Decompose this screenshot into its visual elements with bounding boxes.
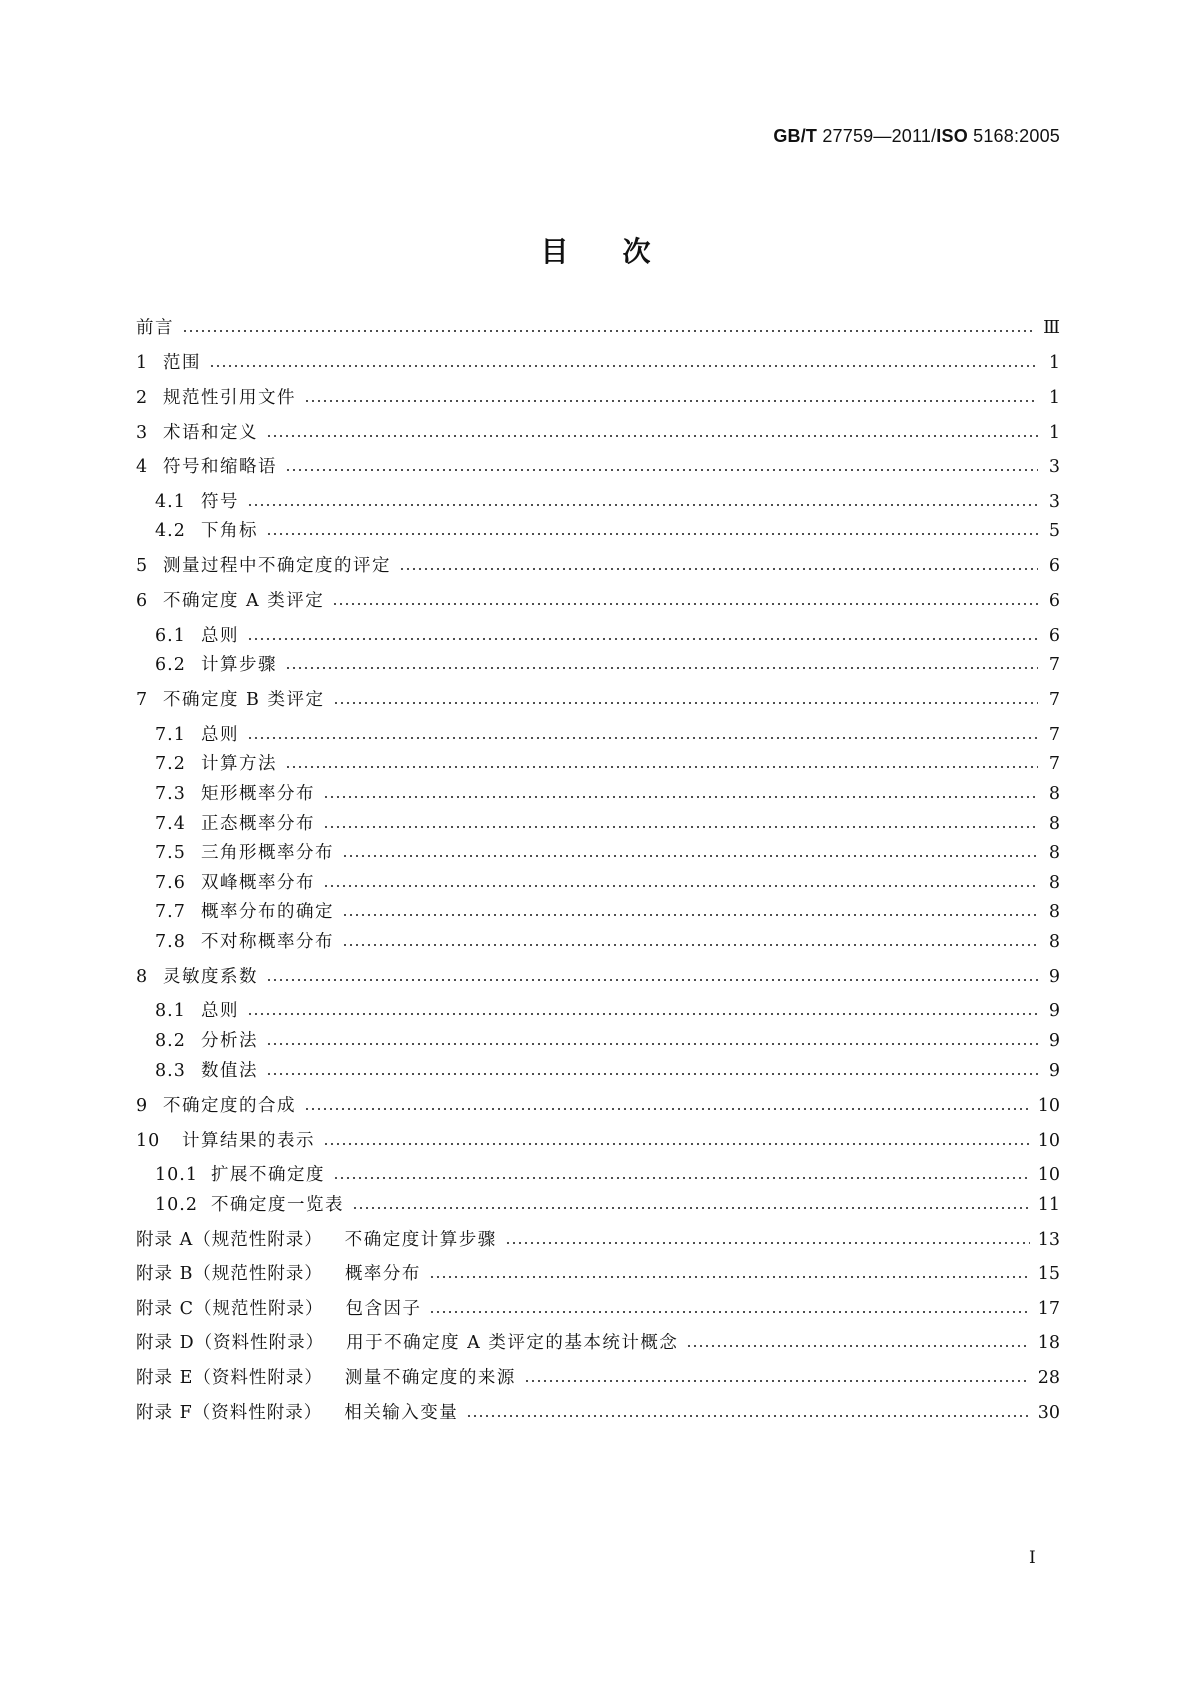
toc-entry-title: 不对称概率分布 <box>201 932 334 952</box>
toc-entry[interactable] <box>136 1401 1060 1425</box>
toc-entry-title: 测量不确定度的来源 <box>344 1368 516 1388</box>
toc-entry-number: 7.3 <box>155 784 186 804</box>
toc-leader-dots <box>342 853 1038 859</box>
toc-entry-page: 7 <box>1048 754 1060 774</box>
toc-entry-page: 8 <box>1048 932 1060 952</box>
toc-entry-title: 符号和缩略语 <box>163 457 277 477</box>
toc-entry-page: 10 <box>1037 1096 1060 1116</box>
toc-entry-page: Ⅲ <box>1043 318 1060 338</box>
toc-entry-title: 正态概率分布 <box>201 814 315 834</box>
toc-entry-title: 计算结果的表示 <box>182 1131 315 1151</box>
toc-entry[interactable] <box>155 999 1060 1023</box>
toc-entry[interactable] <box>155 1193 1060 1217</box>
toc-entry-number: 8.1 <box>155 1001 186 1021</box>
toc-leader-dots <box>285 665 1038 671</box>
toc-entry-title: 分析法 <box>201 1031 258 1051</box>
toc-entry-page: 8 <box>1048 843 1060 863</box>
toc-entry-title: 概率分布 <box>344 1264 421 1284</box>
toc-leader-dots <box>333 700 1039 706</box>
toc-entry-number: 8.3 <box>155 1061 186 1081</box>
toc-entry-number: 7.6 <box>155 873 186 893</box>
toc-entry-page: 1 <box>1048 423 1060 443</box>
toc-entry-title: 不确定度 B 类评定 <box>163 690 325 710</box>
toc-entry[interactable] <box>136 316 1060 340</box>
toc-leader-dots <box>332 601 1038 607</box>
toc-leader-dots <box>285 467 1038 473</box>
toc-entry[interactable] <box>155 624 1060 648</box>
toc-entry-title: 范围 <box>163 353 201 373</box>
toc-entry-number: 附录 F（资料性附录） <box>136 1403 323 1423</box>
toc-entry-page: 5 <box>1048 521 1060 541</box>
toc-entry-title: 包含因子 <box>345 1299 422 1319</box>
toc-entry-page: 7 <box>1048 725 1060 745</box>
toc-leader-dots <box>285 764 1038 770</box>
toc-entry-page: 11 <box>1037 1195 1060 1215</box>
toc-entry-number: 7.7 <box>155 902 186 922</box>
toc-entry-number: 附录 C（规范性附录） <box>136 1299 324 1319</box>
toc-entry-title: 测量过程中不确定度的评定 <box>163 556 391 576</box>
toc-entry[interactable] <box>136 1129 1060 1153</box>
toc-leader-dots <box>182 328 1035 334</box>
toc-entry-title: 扩展不确定度 <box>211 1165 325 1185</box>
toc-entry-number: 10.2 <box>155 1195 198 1215</box>
toc-entry-number: 附录 B（规范性附录） <box>136 1264 323 1284</box>
page-title: 目次 <box>540 235 705 268</box>
toc-entry-title: 符号 <box>201 492 239 512</box>
toc-entry[interactable] <box>136 965 1060 989</box>
toc-entry-number: 7.4 <box>155 814 186 834</box>
toc-entry[interactable] <box>136 455 1060 479</box>
toc-entry-number: 10.1 <box>155 1165 198 1185</box>
toc-leader-dots <box>429 1274 1030 1280</box>
toc-entry[interactable] <box>136 554 1060 578</box>
toc-entry[interactable] <box>155 490 1060 514</box>
toc-entry-number: 7.8 <box>155 932 186 952</box>
toc-entry-number: 5 <box>136 556 149 576</box>
toc-entry-page: 6 <box>1048 626 1060 646</box>
toc-leader-dots <box>686 1343 1029 1349</box>
toc-entry[interactable] <box>155 871 1060 895</box>
toc-entry-page: 10 <box>1037 1131 1060 1151</box>
toc-entry-title: 前言 <box>136 318 174 338</box>
toc-entry-title: 计算方法 <box>201 754 277 774</box>
toc-leader-dots <box>266 531 1038 537</box>
toc-leader-dots <box>429 1309 1029 1315</box>
standard-code-gb: GB/T <box>773 126 818 146</box>
toc-entry-page: 3 <box>1048 457 1060 477</box>
toc-entry[interactable] <box>155 752 1060 776</box>
toc-entry[interactable] <box>155 841 1060 865</box>
toc-entry-page: 18 <box>1037 1333 1060 1353</box>
toc-entry-page: 7 <box>1048 690 1060 710</box>
toc-entry-page: 9 <box>1048 1061 1060 1081</box>
toc-entry-number: 附录 D（资料性附录） <box>136 1333 325 1353</box>
toc-entry-title: 矩形概率分布 <box>201 784 315 804</box>
toc-leader-dots <box>323 794 1038 800</box>
toc-leader-dots <box>333 1175 1030 1181</box>
toc-entry-title: 下角标 <box>201 521 258 541</box>
toc-entry[interactable] <box>136 589 1060 613</box>
toc-entry-number: 附录 E（资料性附录） <box>136 1368 323 1388</box>
toc-entry[interactable] <box>155 900 1060 924</box>
toc-leader-dots <box>304 1106 1030 1112</box>
toc-entry-title: 数值法 <box>201 1061 258 1081</box>
toc-entry[interactable] <box>136 1228 1060 1252</box>
toc-entry-title: 用于不确定度 A 类评定的基本统计概念 <box>346 1333 679 1353</box>
toc-entry-number: 6.2 <box>155 655 186 675</box>
toc-entry-number: 6.1 <box>155 626 186 646</box>
toc-entry-number: 9 <box>136 1096 149 1116</box>
page-number: I <box>1029 1548 1036 1568</box>
toc-entry[interactable] <box>155 782 1060 806</box>
toc-entry[interactable] <box>136 1297 1060 1321</box>
toc-entry[interactable] <box>155 812 1060 836</box>
toc-leader-dots <box>399 566 1038 572</box>
toc-entry-number: 7.1 <box>155 725 186 745</box>
toc-leader-dots <box>247 735 1038 741</box>
toc-leader-dots <box>304 398 1038 404</box>
toc-entry-number: 7 <box>136 690 149 710</box>
toc-entry-title: 术语和定义 <box>163 423 258 443</box>
toc-entry-page: 30 <box>1037 1403 1060 1423</box>
toc-entry-number: 4.2 <box>155 521 186 541</box>
toc-entry-title: 相关输入变量 <box>344 1403 459 1423</box>
toc-entry-page: 7 <box>1048 655 1060 675</box>
toc-leader-dots <box>266 433 1038 439</box>
toc-leader-dots <box>466 1413 1030 1419</box>
toc-leader-dots <box>505 1240 1030 1246</box>
toc-leader-dots <box>247 636 1038 642</box>
toc-leader-dots <box>524 1378 1030 1384</box>
toc-entry-title: 总则 <box>201 1001 239 1021</box>
toc-leader-dots <box>323 824 1038 830</box>
standard-code-iso-number: 5168:2005 <box>967 126 1060 146</box>
toc-entry[interactable] <box>155 1029 1060 1053</box>
standard-code-iso: ISO <box>936 126 968 146</box>
toc-entry[interactable] <box>155 519 1060 543</box>
toc-entry[interactable] <box>155 1163 1060 1187</box>
toc-entry[interactable] <box>136 1366 1060 1390</box>
toc-entry-title: 规范性引用文件 <box>163 388 296 408</box>
toc-entry-page: 15 <box>1037 1264 1060 1284</box>
toc-entry-page: 9 <box>1048 967 1060 987</box>
toc-leader-dots <box>266 1071 1038 1077</box>
toc-entry[interactable] <box>155 930 1060 954</box>
toc-leader-dots <box>323 1141 1030 1147</box>
toc-entry[interactable] <box>136 386 1060 410</box>
toc-leader-dots <box>323 883 1038 889</box>
toc-entry[interactable] <box>155 653 1060 677</box>
toc-leader-dots <box>247 1011 1038 1017</box>
toc-entry-page: 10 <box>1037 1165 1060 1185</box>
toc-entry-number: 1 <box>136 353 149 373</box>
standard-code-number: 27759—2011/ <box>817 126 937 146</box>
toc-entry-page: 13 <box>1037 1230 1060 1250</box>
toc-entry-title: 总则 <box>201 626 239 646</box>
toc-entry[interactable] <box>155 1059 1060 1083</box>
toc-entry-number: 8.2 <box>155 1031 186 1051</box>
toc-entry-number: 2 <box>136 388 149 408</box>
toc-entry-number: 附录 A（规范性附录） <box>136 1230 323 1250</box>
toc-leader-dots <box>342 912 1038 918</box>
toc-entry-page: 28 <box>1037 1368 1060 1388</box>
toc-entry[interactable] <box>136 1331 1060 1355</box>
toc-entry[interactable] <box>136 421 1060 445</box>
toc-leader-dots <box>266 977 1038 983</box>
toc-leader-dots <box>342 942 1038 948</box>
toc-entry-number: 8 <box>136 967 149 987</box>
toc-entry-page: 3 <box>1048 492 1060 512</box>
toc-entry-page: 8 <box>1048 814 1060 834</box>
toc-entry-number: 6 <box>136 591 149 611</box>
toc-entry-title: 不确定度计算步骤 <box>344 1230 497 1250</box>
toc-entry[interactable] <box>136 1262 1060 1286</box>
toc-entry-title: 总则 <box>201 725 239 745</box>
toc-leader-dots <box>209 363 1038 369</box>
toc-entry-page: 9 <box>1048 1031 1060 1051</box>
toc-leader-dots <box>352 1205 1030 1211</box>
toc-entry-page: 6 <box>1048 556 1060 576</box>
toc-entry[interactable] <box>155 723 1060 747</box>
toc-entry-page: 9 <box>1048 1001 1060 1021</box>
toc-entry-number: 7.5 <box>155 843 186 863</box>
toc-leader-dots <box>266 1041 1038 1047</box>
toc-entry-page: 8 <box>1048 784 1060 804</box>
toc-entry-page: 17 <box>1037 1299 1060 1319</box>
toc-entry-number: 3 <box>136 423 149 443</box>
toc-leader-dots <box>247 502 1038 508</box>
toc-entry-title: 灵敏度系数 <box>163 967 258 987</box>
toc-entry-title: 双峰概率分布 <box>201 873 315 893</box>
toc-entry-page: 8 <box>1048 902 1060 922</box>
toc-entry-title: 概率分布的确定 <box>201 902 334 922</box>
toc-entry-number: 4 <box>136 457 149 477</box>
toc-entry-page: 1 <box>1048 353 1060 373</box>
toc-entry-number: 10 <box>136 1131 161 1151</box>
toc-entry-page: 6 <box>1048 591 1060 611</box>
toc-entry-title: 不确定度 A 类评定 <box>163 591 325 611</box>
toc-entry[interactable] <box>136 1094 1060 1118</box>
toc-entry-number: 4.1 <box>155 492 186 512</box>
toc-entry-title: 计算步骤 <box>201 655 277 675</box>
toc-entry-number: 7.2 <box>155 754 186 774</box>
toc-entry-page: 8 <box>1048 873 1060 893</box>
toc-entry-title: 三角形概率分布 <box>201 843 334 863</box>
toc-entry[interactable] <box>136 688 1060 712</box>
toc-entry-title: 不确定度一览表 <box>211 1195 344 1215</box>
toc-entry-page: 1 <box>1048 388 1060 408</box>
toc-entry-title: 不确定度的合成 <box>163 1096 296 1116</box>
toc-entry[interactable] <box>136 351 1060 375</box>
